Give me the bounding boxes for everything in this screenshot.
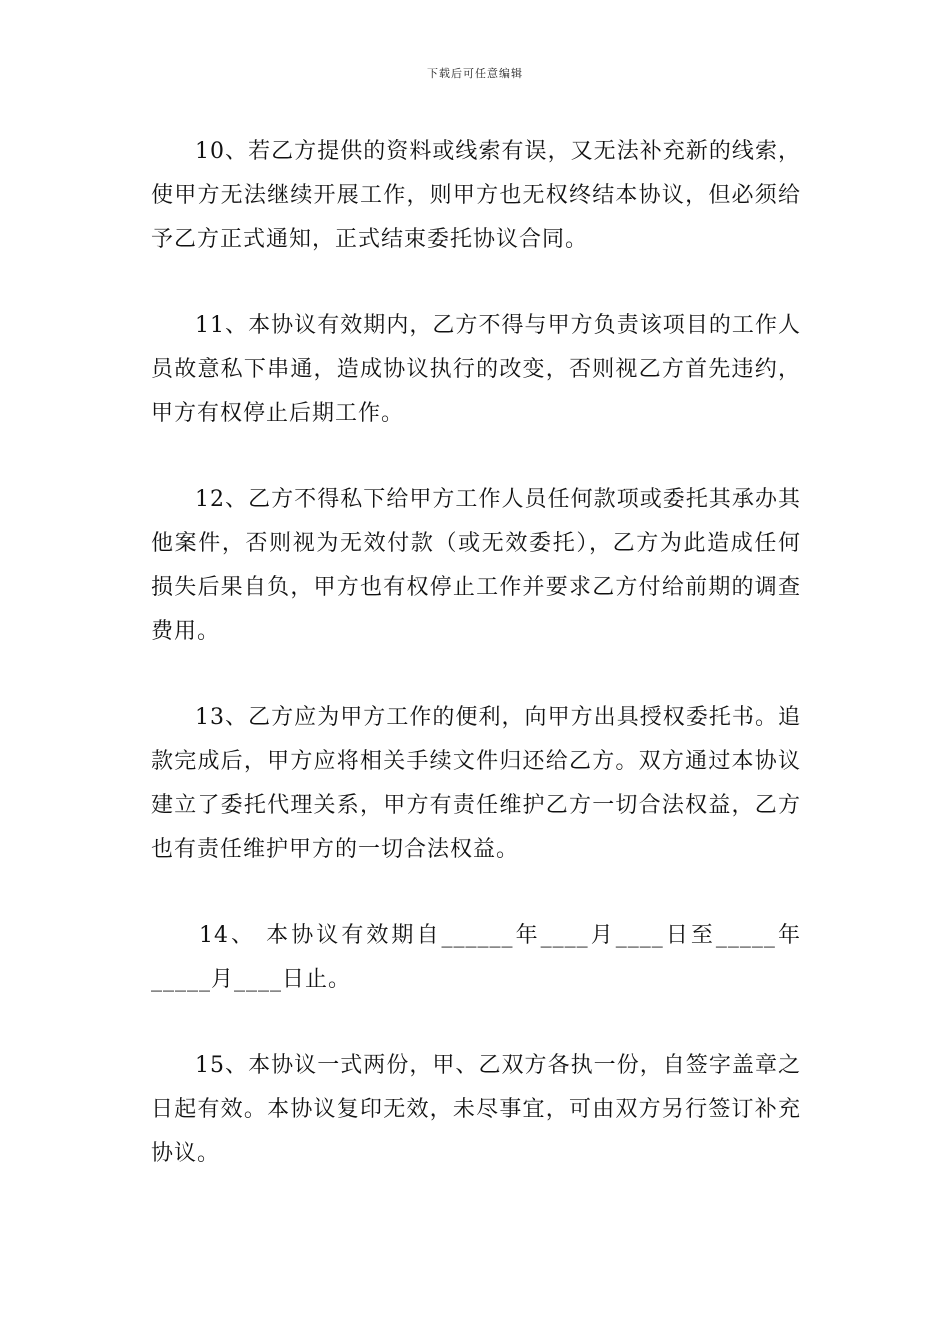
clause-12: 12、乙方不得私下给甲方工作人员任何款项或委托其承办其他案件，否则视为无效付款（或无效委托），乙方为此造成任何损失后果自负，甲方也有权停止工作并要求乙方付给前期的调查费用。 (151, 487, 801, 644)
clause-15: 15、本协议一式两份，甲、乙双方各执一份，自签字盖章之日起有效。本协议复印无效，未尽事宜，可由双方另行签订补充协议。 (151, 1053, 801, 1166)
clause-10: 10、若乙方提供的资料或线索有误，又无法补充新的线索，使甲方无法继续开展工作，则甲方也无权终结本协议，但必须给予乙方正式通知，正式结束委托协议合同。 (151, 139, 801, 252)
header-note: 下载后可任意编辑 (427, 67, 523, 80)
document-body (151, 130, 801, 1218)
clause-11: 11、本协议有效期内，乙方不得与甲方负责该项目的工作人员故意私下串通，造成协议执行的改变，否则视乙方首先违约，甲方有权停止后期工作。 (151, 313, 801, 426)
clause-13: 13、乙方应为甲方工作的便利，向甲方出具授权委托书。追款完成后，甲方应将相关手续文件归还给乙方。双方通过本协议建立了委托代理关系，甲方有责任维护乙方一切合法权益，乙方也有责任维护甲方的一切合法权益。 (151, 705, 801, 862)
clause-14: 14、 本协议有效期自______年____月____日至_____年_____月____日止。 (151, 923, 801, 992)
